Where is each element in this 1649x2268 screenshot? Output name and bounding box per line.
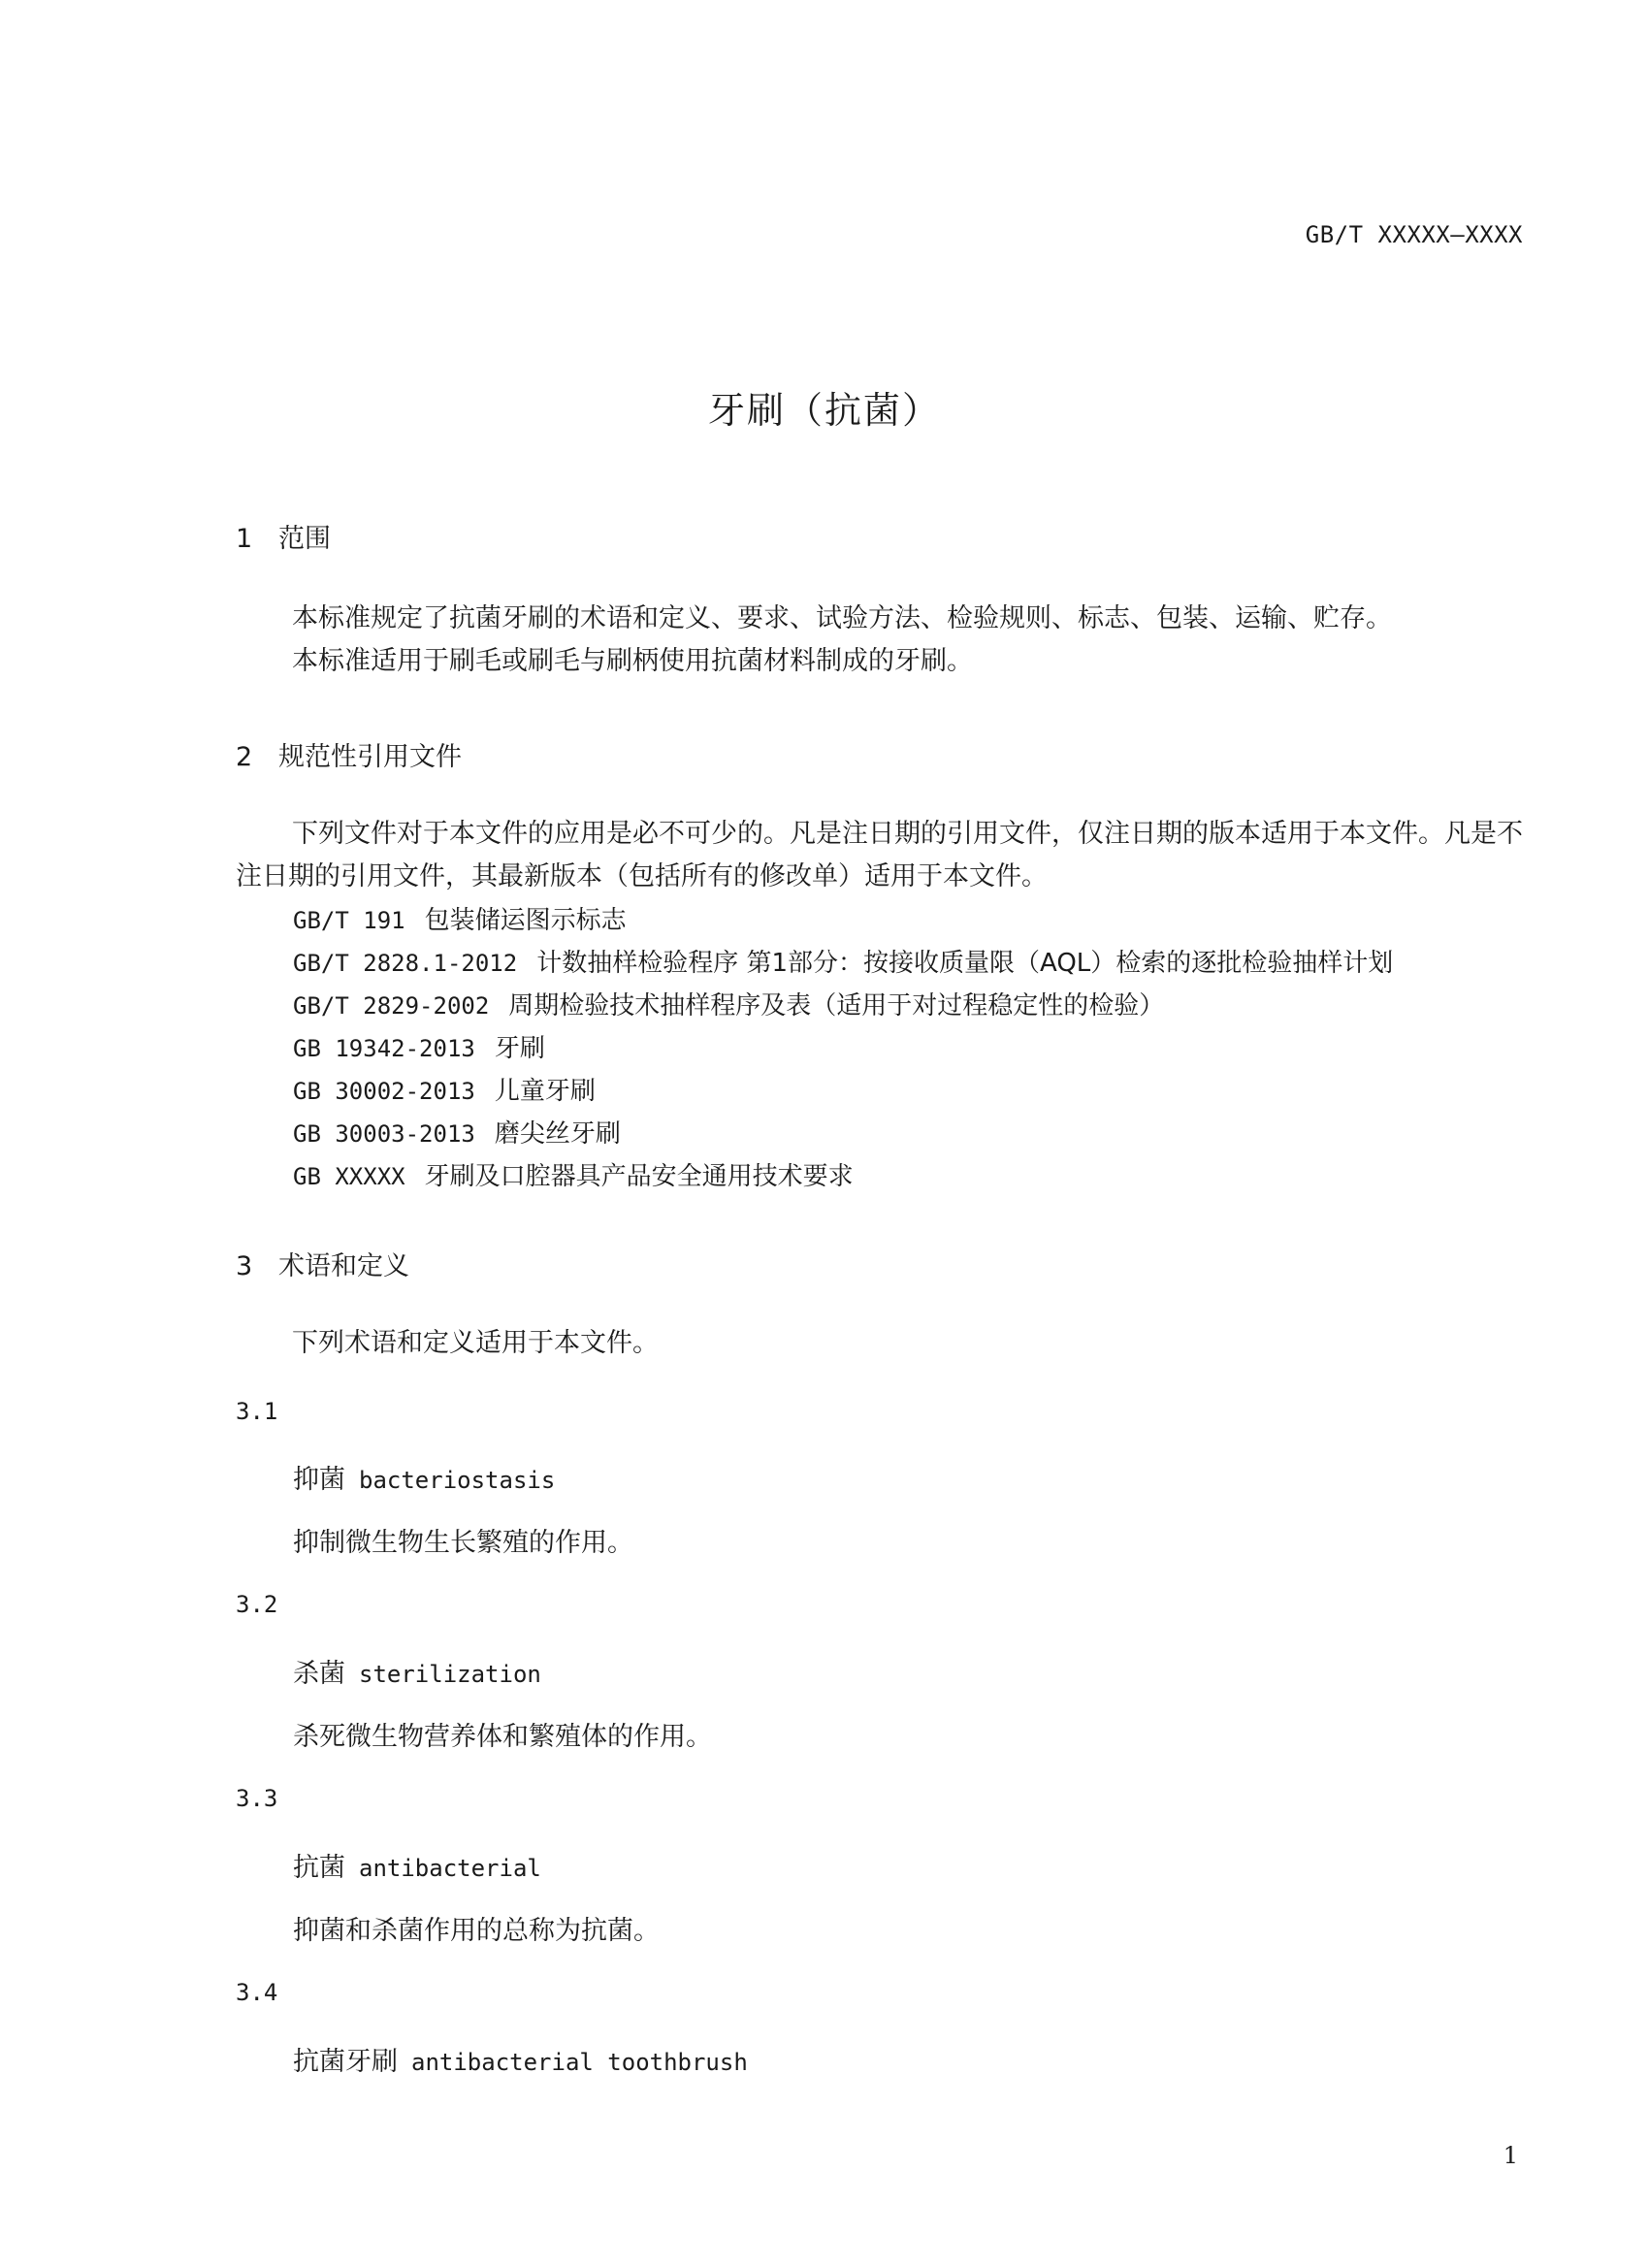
scope-paragraph-2: 本标准适用于刷毛或刷毛与刷柄使用抗菌材料制成的牙刷。 bbox=[292, 646, 973, 676]
reference-item: GB 30002-2013 儿童牙刷 bbox=[293, 1077, 596, 1106]
section-2-heading bbox=[236, 735, 462, 773]
section-title: 术语和定义 bbox=[278, 1251, 409, 1281]
section-number: 2 bbox=[236, 742, 253, 772]
term-definition: 抑制微生物生长繁殖的作用。 bbox=[293, 1528, 633, 1558]
reference-item: GB XXXXX 牙刷及口腔器具产品安全通用技术要求 bbox=[293, 1162, 854, 1191]
term-definition: 杀死微生物营养体和繁殖体的作用。 bbox=[293, 1722, 712, 1752]
reference-item: GB/T 191 包装储运图示标志 bbox=[293, 906, 627, 935]
page-number: 1 bbox=[1503, 2142, 1518, 2169]
references-intro: 下列文件对于本文件的应用是必不可少的。凡是注日期的引用文件，仅注日期的版本适用于本文件。凡是不注日期的引用文件，其最新版本（包括所有的修改单）适用于本文件。 bbox=[236, 819, 1523, 891]
term-name: 抗菌牙刷 antibacterial toothbrush bbox=[293, 2047, 748, 2077]
section-number: 3 bbox=[236, 1251, 253, 1281]
section-3-heading bbox=[236, 1245, 409, 1282]
reference-item: GB/T 2829-2002 周期检验技术抽样程序及表（适用于对过程稳定性的检验） bbox=[293, 991, 1165, 1021]
reference-item: GB 19342-2013 牙刷 bbox=[293, 1034, 545, 1063]
document-title: 牙刷（抗菌） bbox=[707, 389, 941, 432]
section-title: 规范性引用文件 bbox=[278, 742, 462, 772]
standard-number: GB/T XXXXX—XXXX bbox=[1305, 221, 1523, 248]
term-name: 杀菌 sterilization bbox=[293, 1659, 541, 1689]
section-1-heading bbox=[236, 517, 331, 555]
term-name: 抑菌 bacteriostasis bbox=[293, 1465, 556, 1495]
terms-intro: 下列术语和定义适用于本文件。 bbox=[292, 1328, 659, 1358]
term-definition: 抑菌和杀菌作用的总称为抗菌。 bbox=[293, 1916, 660, 1946]
scope-paragraph-1: 本标准规定了抗菌牙刷的术语和定义、要求、试验方法、检验规则、标志、包装、运输、贮存。 bbox=[292, 603, 1392, 633]
reference-item: GB/T 2828.1-2012 计数抽样检验程序 第1部分：按接收质量限（AQL）检索的逐批检验抽样计划 bbox=[293, 949, 1394, 978]
section-title: 范围 bbox=[278, 524, 331, 554]
term-number: 3.4 bbox=[236, 1979, 278, 2006]
term-name: 抗菌 antibacterial bbox=[293, 1853, 541, 1883]
reference-item: GB 30003-2013 磨尖丝牙刷 bbox=[293, 1119, 621, 1149]
term-number: 3.1 bbox=[236, 1398, 278, 1425]
term-number: 3.3 bbox=[236, 1785, 278, 1812]
term-number: 3.2 bbox=[236, 1591, 278, 1618]
section-number: 1 bbox=[236, 524, 253, 554]
